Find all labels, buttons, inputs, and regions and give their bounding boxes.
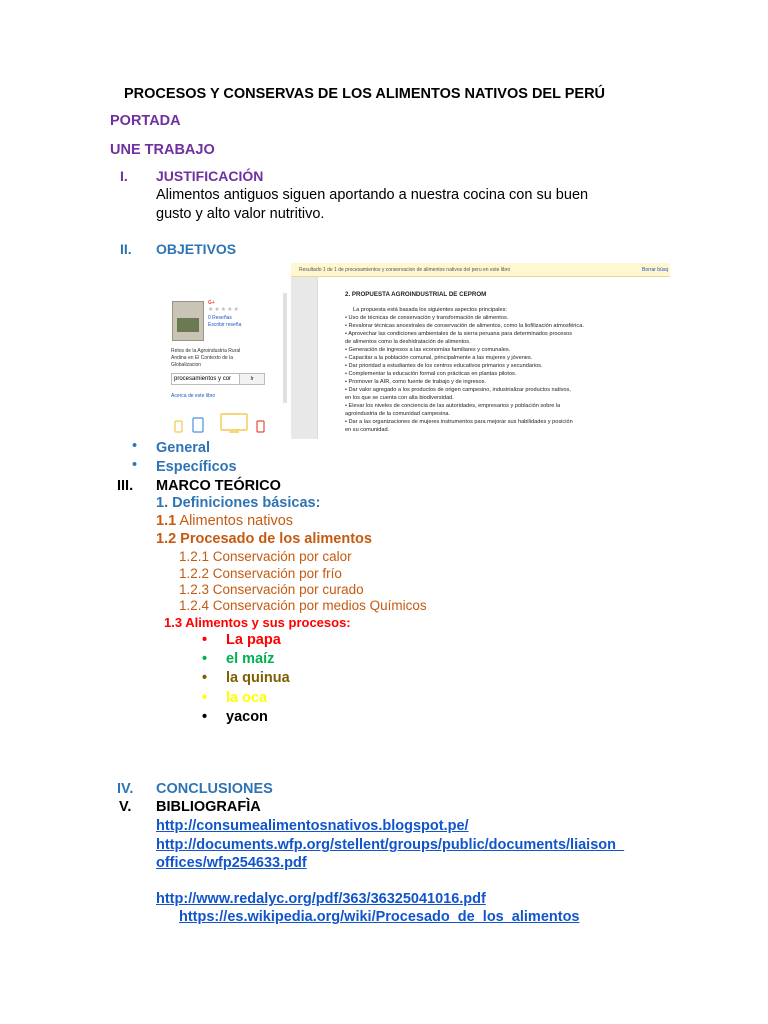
bibliography-link-2[interactable]: http://documents.wfp.org/stellent/groups/public/documents/liaison_	[156, 837, 625, 853]
subsection-1-1-number: 1.1	[156, 513, 177, 529]
subsection-1-2: 1.2 Procesado de los alimentos	[156, 531, 372, 547]
subsection-1-1	[156, 513, 293, 529]
item-1-2-1: 1.2.1 Conservación por calor	[179, 549, 352, 564]
clear-search-link[interactable]: Borrar búsq	[642, 267, 669, 273]
bibliography-link-1[interactable]: http://consumealimentosnativos.blogspot.pe/	[156, 818, 469, 834]
food-yacon: yacon	[226, 709, 268, 725]
search-result-text: Resultado 1 de 1 de procesamientos y conservacion de alimentos nativos del peru en este libro	[299, 267, 511, 273]
bullet-dot: •	[202, 632, 208, 648]
document-title: PROCESOS Y CONSERVAS DE LOS ALIMENTOS NATIVOS DEL PERÚ	[124, 86, 606, 102]
page-line: • Revalorar técnicas ancestrales de conservación de alimentos, como la liofilización atmosférica.	[345, 323, 584, 329]
rating-stars: ★★★★★	[208, 307, 240, 313]
write-review-link[interactable]: Escribir reseña	[208, 322, 242, 328]
subsection-1-1-label: Alimentos nativos	[179, 513, 294, 529]
objetivo-especificos: Específicos	[156, 459, 237, 475]
food-maiz: el maíz	[226, 651, 275, 667]
une-trabajo-heading: UNE TRABAJO	[110, 142, 215, 158]
bullet-dot: •	[202, 690, 208, 706]
page-gutter	[291, 277, 317, 439]
section-ii-title: OBJETIVOS	[156, 241, 237, 257]
item-1-2-2: 1.2.2 Conservación por frío	[179, 566, 342, 581]
book-title-line3: Globalizacion	[171, 362, 202, 368]
page-section-heading: 2. PROPUESTA AGROINDUSTRIAL DE CEPROM	[345, 291, 487, 298]
page-line: en su comunidad.	[345, 427, 390, 433]
page-line: • Dar a las organizaciones de mujeres instrumentos para mejorar sus habilidades y posición	[345, 419, 573, 425]
justificacion-text-line1: Alimentos antiguos siguen aportando a nuestra cocina con su buen	[156, 187, 589, 203]
book-info-panel	[155, 263, 291, 439]
book-title-line1: Retos de la Agroindustria Rural	[171, 348, 241, 354]
page-line: • Aprovechar las condiciones ambientales de la sierra peruana para determinados procesos	[345, 331, 573, 337]
food-papa: La papa	[226, 632, 281, 648]
book-cover-image	[172, 301, 204, 341]
page-line: • Capacitar a la población comunal, principalmente a las mujeres y jóvenes.	[345, 355, 533, 361]
page-line: • Generación de ingresos a las economías familiares y comunales.	[345, 347, 511, 353]
section-i-title: JUSTIFICACIÓN	[156, 168, 264, 184]
section-iv-number: IV.	[117, 781, 134, 797]
bibliography-link-2-cont[interactable]: offices/wfp254633.pdf	[156, 855, 307, 871]
page-line: • Elevar los niveles de conciencia de las autoridades, empresarios y población sobre la	[345, 403, 561, 409]
device-icons	[173, 413, 273, 435]
search-go-button[interactable]: Ir	[239, 373, 265, 385]
page-line: • Promover la AIR, como fuente de trabajo y de ingresos.	[345, 379, 486, 385]
definiciones-basicas: 1. Definiciones básicas:	[156, 495, 321, 511]
page-line: • Dar valor agregado a los productos de origen campesino, industrializar productos nativos,	[345, 387, 571, 393]
justificacion-text-line2: gusto y alto valor nutritivo.	[156, 206, 325, 222]
page-intro: La propuesta está basada los siguientes aspectos principales:	[353, 307, 507, 313]
food-oca: la oca	[226, 690, 268, 706]
section-iii-title: MARCO TEÓRICO	[156, 478, 281, 494]
section-iv-title: CONCLUSIONES	[156, 781, 273, 797]
section-ii-number: II.	[120, 241, 132, 257]
book-title-line2: Andina en El Contexto de la	[171, 355, 233, 361]
about-book-link[interactable]: Acerca de este libro	[171, 393, 216, 399]
bullet-dot: •	[202, 670, 208, 686]
page-line: agroindustria de la comunidad campesina.	[345, 411, 451, 417]
book-search-input[interactable]: procesamientos y cor	[171, 373, 251, 385]
bibliography-link-3[interactable]: http://www.redalyc.org/pdf/363/36325041016.pdf	[156, 891, 486, 907]
section-iii-number: III.	[117, 478, 134, 494]
section-v-number: V.	[119, 799, 132, 815]
reviews-link[interactable]: 0 Reseñas	[208, 315, 232, 321]
page-line: de alimentos como la deshidratación de alimentos.	[345, 339, 471, 345]
bullet-dot: •	[132, 438, 138, 454]
bullet-dot: •	[202, 651, 208, 667]
portada-heading: PORTADA	[110, 113, 181, 129]
page-line: • Dar prioridad a estudiantes de los centros educativos primarios y secundarios.	[345, 363, 543, 369]
food-quinua: la quinua	[226, 670, 290, 686]
bullet-dot: •	[202, 709, 208, 725]
page-line: • Complementar la educación formal con prácticas en plantas pilotos.	[345, 371, 517, 377]
embedded-book-screenshot	[155, 263, 670, 439]
page-line: • Uso de técnicas de conservación y transformación de alimentos.	[345, 315, 509, 321]
bullet-dot: •	[132, 457, 138, 473]
search-result-bar	[291, 263, 670, 277]
page-line: en los que se cuenta con alta biodiversidad.	[345, 395, 454, 401]
item-1-2-3: 1.2.3 Conservación por curado	[179, 582, 364, 597]
bibliography-link-4[interactable]: https://es.wikipedia.org/wiki/Procesado_de_los_alimentos	[179, 909, 580, 925]
gplus-icon: G+	[208, 300, 215, 306]
panel-scrollbar[interactable]	[283, 293, 287, 403]
section-i-number: I.	[120, 168, 128, 184]
objetivo-general: General	[156, 440, 210, 456]
subsection-1-3: 1.3 Alimentos y sus procesos:	[164, 615, 351, 630]
item-1-2-4: 1.2.4 Conservación por medios Químicos	[179, 598, 427, 613]
section-v-title: BIBLIOGRAFÌA	[156, 799, 261, 815]
